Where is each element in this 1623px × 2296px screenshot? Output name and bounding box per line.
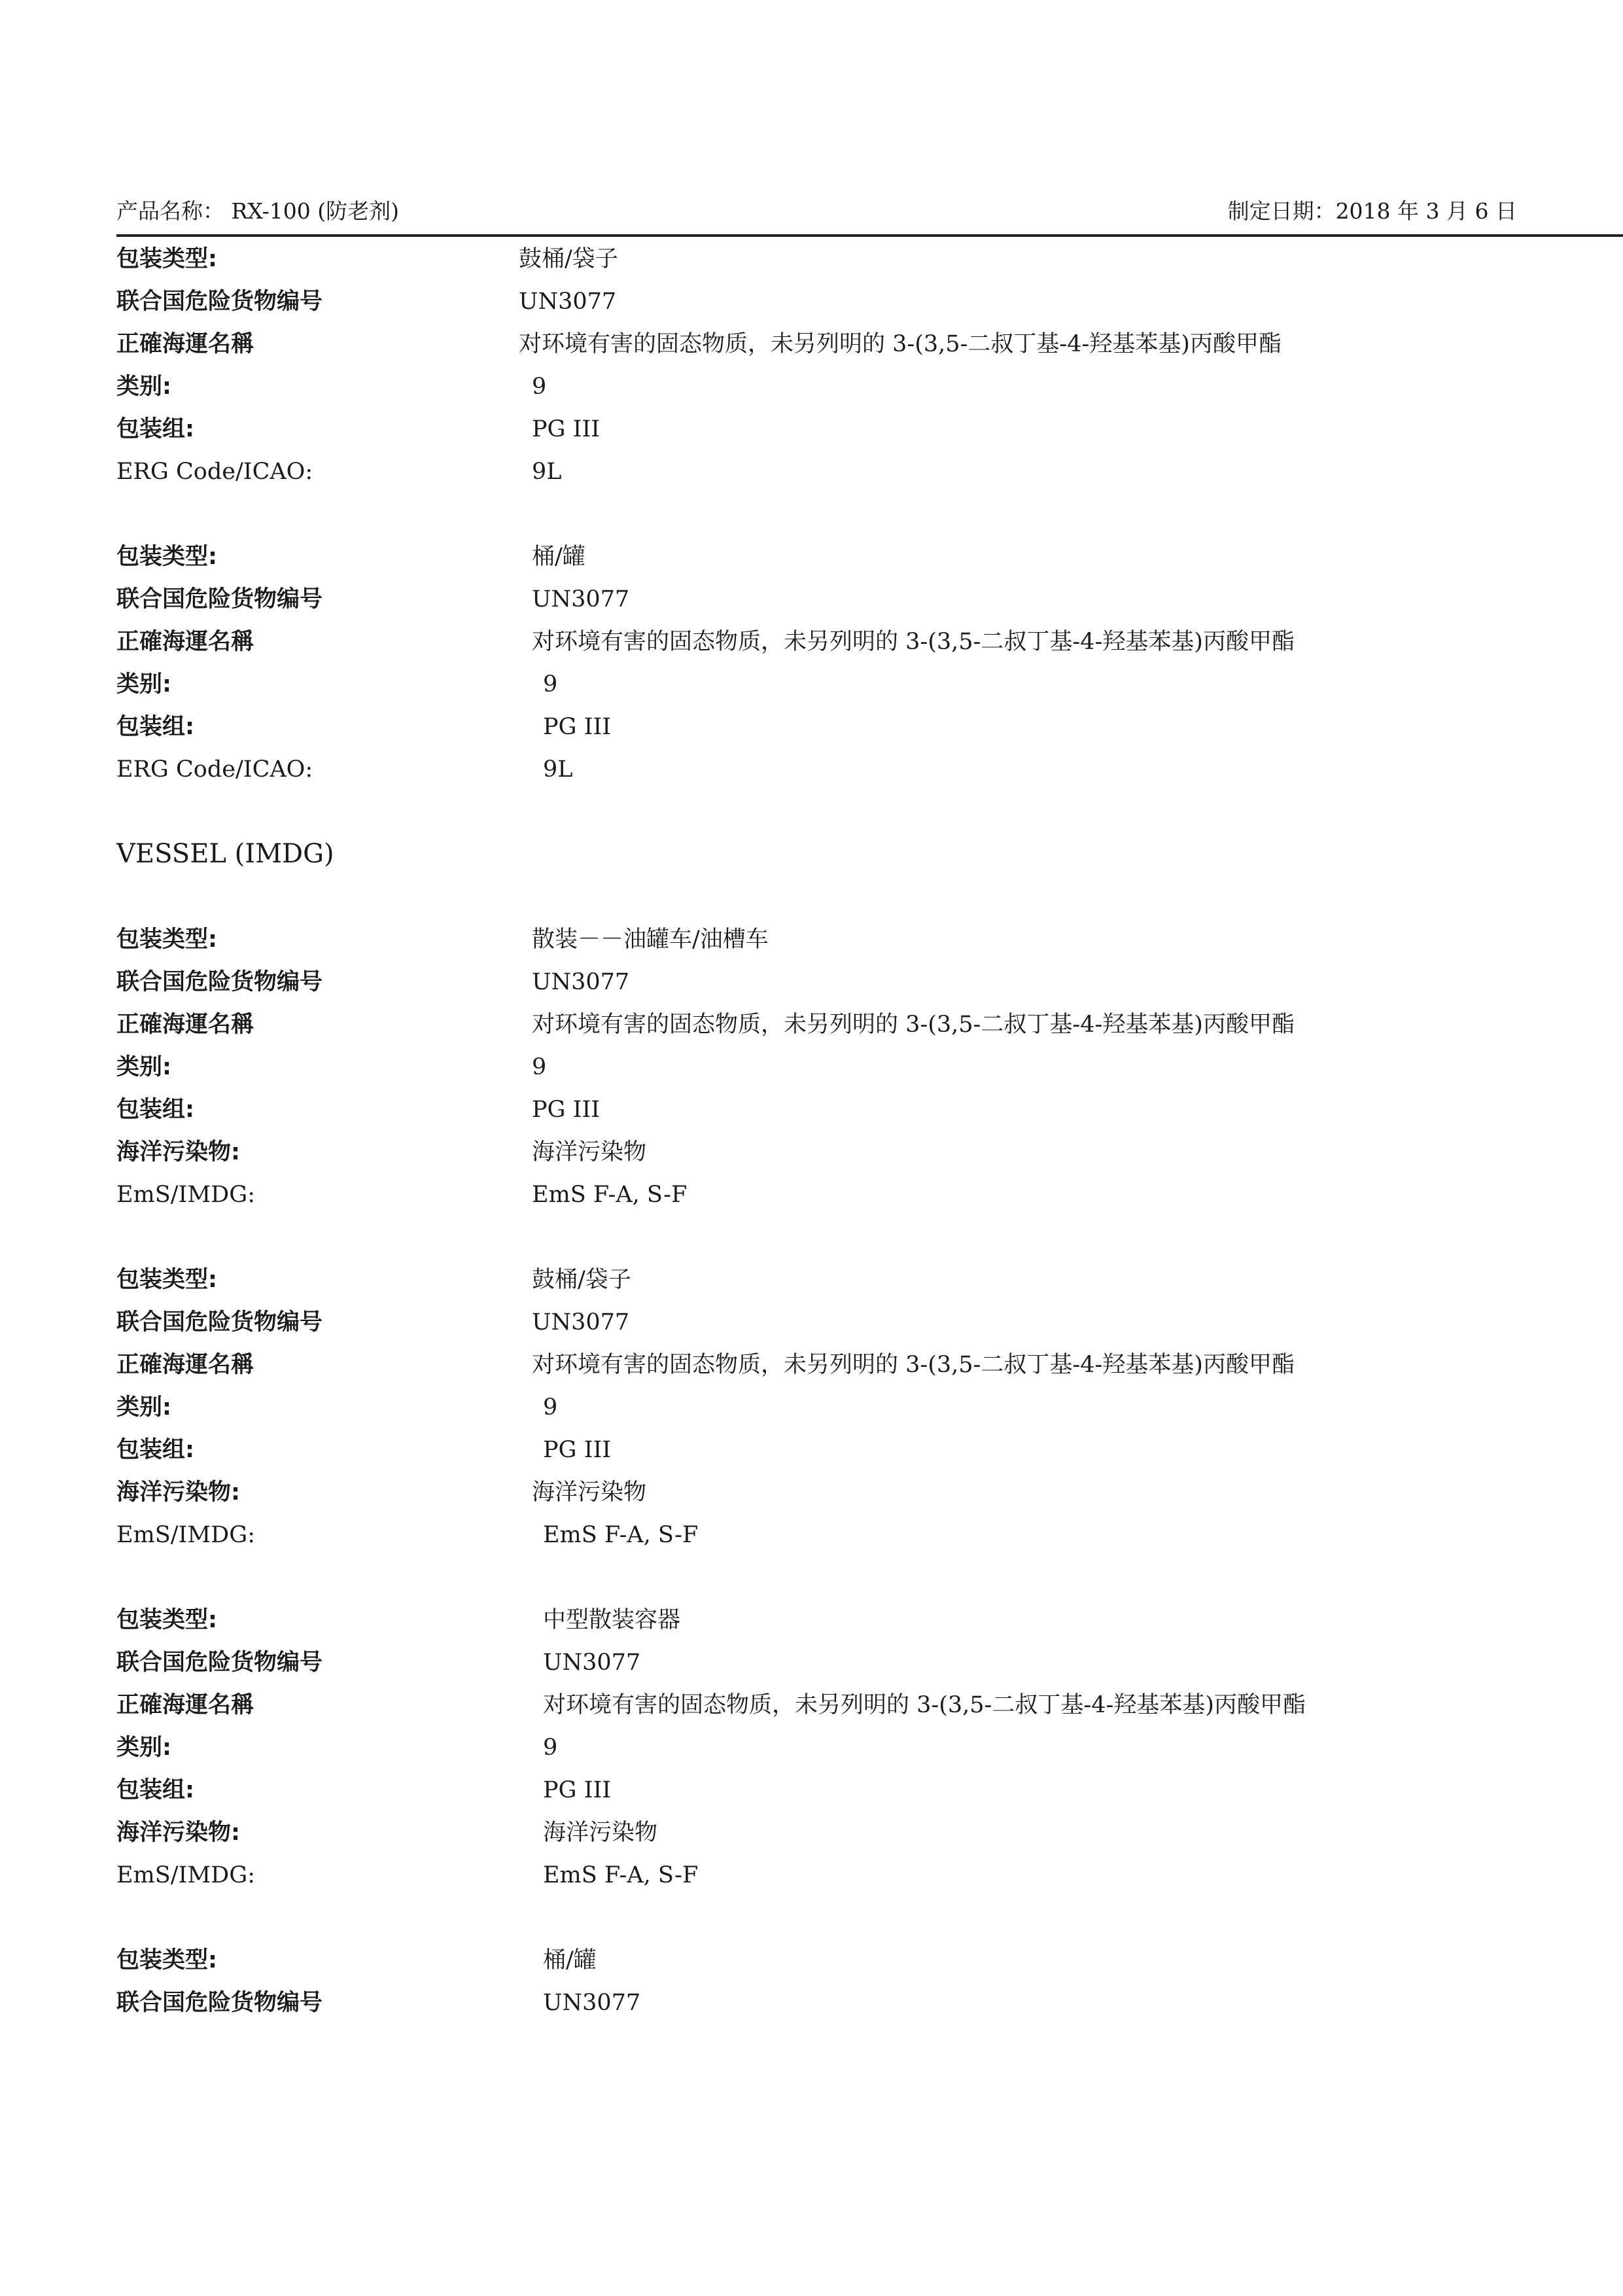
block6-package-type-row: [0, 1941, 1623, 1981]
field-label: ERG Code/ICAO:: [116, 756, 313, 783]
field-label: 正確海運名稱: [116, 629, 254, 655]
block3-un-row: [0, 963, 1623, 1003]
block1-class-row: [0, 367, 1623, 408]
field-value: 对环境有害的固态物质，未另列明的 3-(3,5-二叔丁基-4-羟基苯基)丙酸甲酯: [532, 1352, 1295, 1378]
field-label: 海洋污染物:: [116, 1139, 240, 1165]
block5-shipping-name-row: [0, 1686, 1623, 1726]
field-value: 海洋污染物: [532, 1139, 647, 1165]
field-value: 9L: [532, 459, 562, 485]
field-label: 类别:: [116, 374, 171, 400]
block3-package-type-row: [0, 920, 1623, 961]
block5-un-row: [0, 1643, 1623, 1684]
block1-package-type-row: [0, 239, 1623, 280]
block1-un-row: [0, 282, 1623, 323]
block4-shipping-name-row: [0, 1345, 1623, 1386]
field-label: 海洋污染物:: [116, 1479, 240, 1506]
block3-shipping-name-row: [0, 1005, 1623, 1046]
block2-shipping-name-row: [0, 622, 1623, 663]
field-value: PG III: [532, 416, 601, 442]
field-value: 9L: [543, 756, 573, 783]
field-label: 正確海運名稱: [116, 1352, 254, 1378]
field-value: 桶/罐: [543, 1947, 597, 1973]
field-value: 9: [532, 1054, 547, 1080]
field-label: 正確海運名稱: [116, 1012, 254, 1038]
field-value: UN3077: [543, 1990, 641, 2016]
block5-ems-row: [0, 1856, 1623, 1896]
field-label: 联合国危险货物编号: [116, 969, 323, 995]
field-value: 海洋污染物: [543, 1820, 658, 1846]
field-label: 类别:: [116, 671, 171, 698]
field-value: PG III: [543, 1437, 612, 1463]
block6-un-row: [0, 1983, 1623, 2024]
field-label: 包装类型:: [116, 1607, 217, 1633]
field-value: PG III: [532, 1097, 601, 1123]
field-value: 海洋污染物: [532, 1479, 647, 1506]
field-label: 联合国危险货物编号: [116, 289, 323, 315]
field-label: 包装组:: [116, 714, 194, 740]
field-label: 联合国危险货物编号: [116, 1309, 323, 1335]
block4-un-row: [0, 1303, 1623, 1343]
block3-ems-row: [0, 1175, 1623, 1216]
field-value: PG III: [543, 1777, 612, 1803]
block5-packing-group-row: [0, 1771, 1623, 1811]
block2-erg-row: [0, 750, 1623, 790]
block5-class-row: [0, 1728, 1623, 1769]
field-value: PG III: [543, 714, 612, 740]
block4-ems-row: [0, 1515, 1623, 1556]
field-label: EmS/IMDG:: [116, 1862, 255, 1888]
field-label: ERG Code/ICAO:: [116, 459, 313, 485]
field-value: UN3077: [543, 1650, 641, 1676]
block3-packing-group-row: [0, 1090, 1623, 1131]
block2-class-row: [0, 665, 1623, 705]
block1-packing-group-row: [0, 410, 1623, 450]
header-divider: [116, 234, 1623, 237]
field-label: EmS/IMDG:: [116, 1522, 255, 1548]
field-value: 对环境有害的固态物质，未另列明的 3-(3,5-二叔丁基-4-羟基苯基)丙酸甲酯: [532, 629, 1295, 655]
field-label: 联合国危险货物编号: [116, 1650, 323, 1676]
vessel-imdg-title: VESSEL (IMDG): [116, 839, 334, 869]
block2-un-row: [0, 580, 1623, 620]
field-label: 包装组:: [116, 1777, 194, 1803]
field-value: UN3077: [532, 1309, 630, 1335]
field-label: 包装组:: [116, 416, 194, 442]
field-value: UN3077: [532, 586, 630, 612]
block4-packing-group-row: [0, 1430, 1623, 1471]
field-label: 包装类型:: [116, 927, 217, 953]
field-value: 桶/罐: [532, 544, 585, 570]
field-value: EmS F-A, S-F: [543, 1522, 699, 1548]
block2-package-type-row: [0, 537, 1623, 578]
field-value: UN3077: [532, 969, 630, 995]
field-value: 鼓桶/袋子: [532, 1267, 631, 1293]
block5-marine-pollutant-row: [0, 1813, 1623, 1854]
field-value: EmS F-A, S-F: [532, 1182, 688, 1208]
field-value: UN3077: [519, 289, 617, 315]
field-value: 对环境有害的固态物质，未另列明的 3-(3,5-二叔丁基-4-羟基苯基)丙酸甲酯: [519, 331, 1282, 357]
field-label: 海洋污染物:: [116, 1820, 240, 1846]
block1-shipping-name-row: [0, 325, 1623, 365]
block4-class-row: [0, 1388, 1623, 1428]
header-product-name: 产品名称： RX-100 (防老剂): [116, 198, 400, 224]
field-label: 包装类型:: [116, 246, 217, 272]
field-label: 包装类型:: [116, 544, 217, 570]
field-value: EmS F-A, S-F: [543, 1862, 699, 1888]
field-value: 对环境有害的固态物质，未另列明的 3-(3,5-二叔丁基-4-羟基苯基)丙酸甲酯: [543, 1692, 1306, 1718]
field-value: 散装－－油罐车/油槽车: [532, 927, 769, 953]
field-value: 9: [543, 671, 558, 698]
field-label: 包装类型:: [116, 1267, 217, 1293]
block1-erg-row: [0, 452, 1623, 493]
field-value: 9: [532, 374, 547, 400]
block4-package-type-row: [0, 1260, 1623, 1301]
block2-packing-group-row: [0, 707, 1623, 748]
field-label: 正確海運名稱: [116, 1692, 254, 1718]
field-label: 类别:: [116, 1735, 171, 1761]
field-value: 9: [543, 1735, 558, 1761]
field-value: 对环境有害的固态物质，未另列明的 3-(3,5-二叔丁基-4-羟基苯基)丙酸甲酯: [532, 1012, 1295, 1038]
field-label: 类别:: [116, 1394, 171, 1421]
block4-marine-pollutant-row: [0, 1473, 1623, 1513]
block5-package-type-row: [0, 1600, 1623, 1641]
field-label: EmS/IMDG:: [116, 1182, 255, 1208]
field-label: 类别:: [116, 1054, 171, 1080]
field-label: 联合国危险货物编号: [116, 586, 323, 612]
field-label: 正確海運名稱: [116, 331, 254, 357]
block3-class-row: [0, 1048, 1623, 1088]
block3-marine-pollutant-row: [0, 1133, 1623, 1173]
field-label: 包装组:: [116, 1437, 194, 1463]
field-label: 包装类型:: [116, 1947, 217, 1973]
field-value: 中型散装容器: [543, 1607, 681, 1633]
header-date: 制定日期：2018 年 3 月 6 日: [1227, 198, 1517, 224]
field-label: 包装组:: [116, 1097, 194, 1123]
field-value: 9: [543, 1394, 558, 1421]
field-value: 鼓桶/袋子: [519, 246, 618, 272]
field-label: 联合国危险货物编号: [116, 1990, 323, 2016]
